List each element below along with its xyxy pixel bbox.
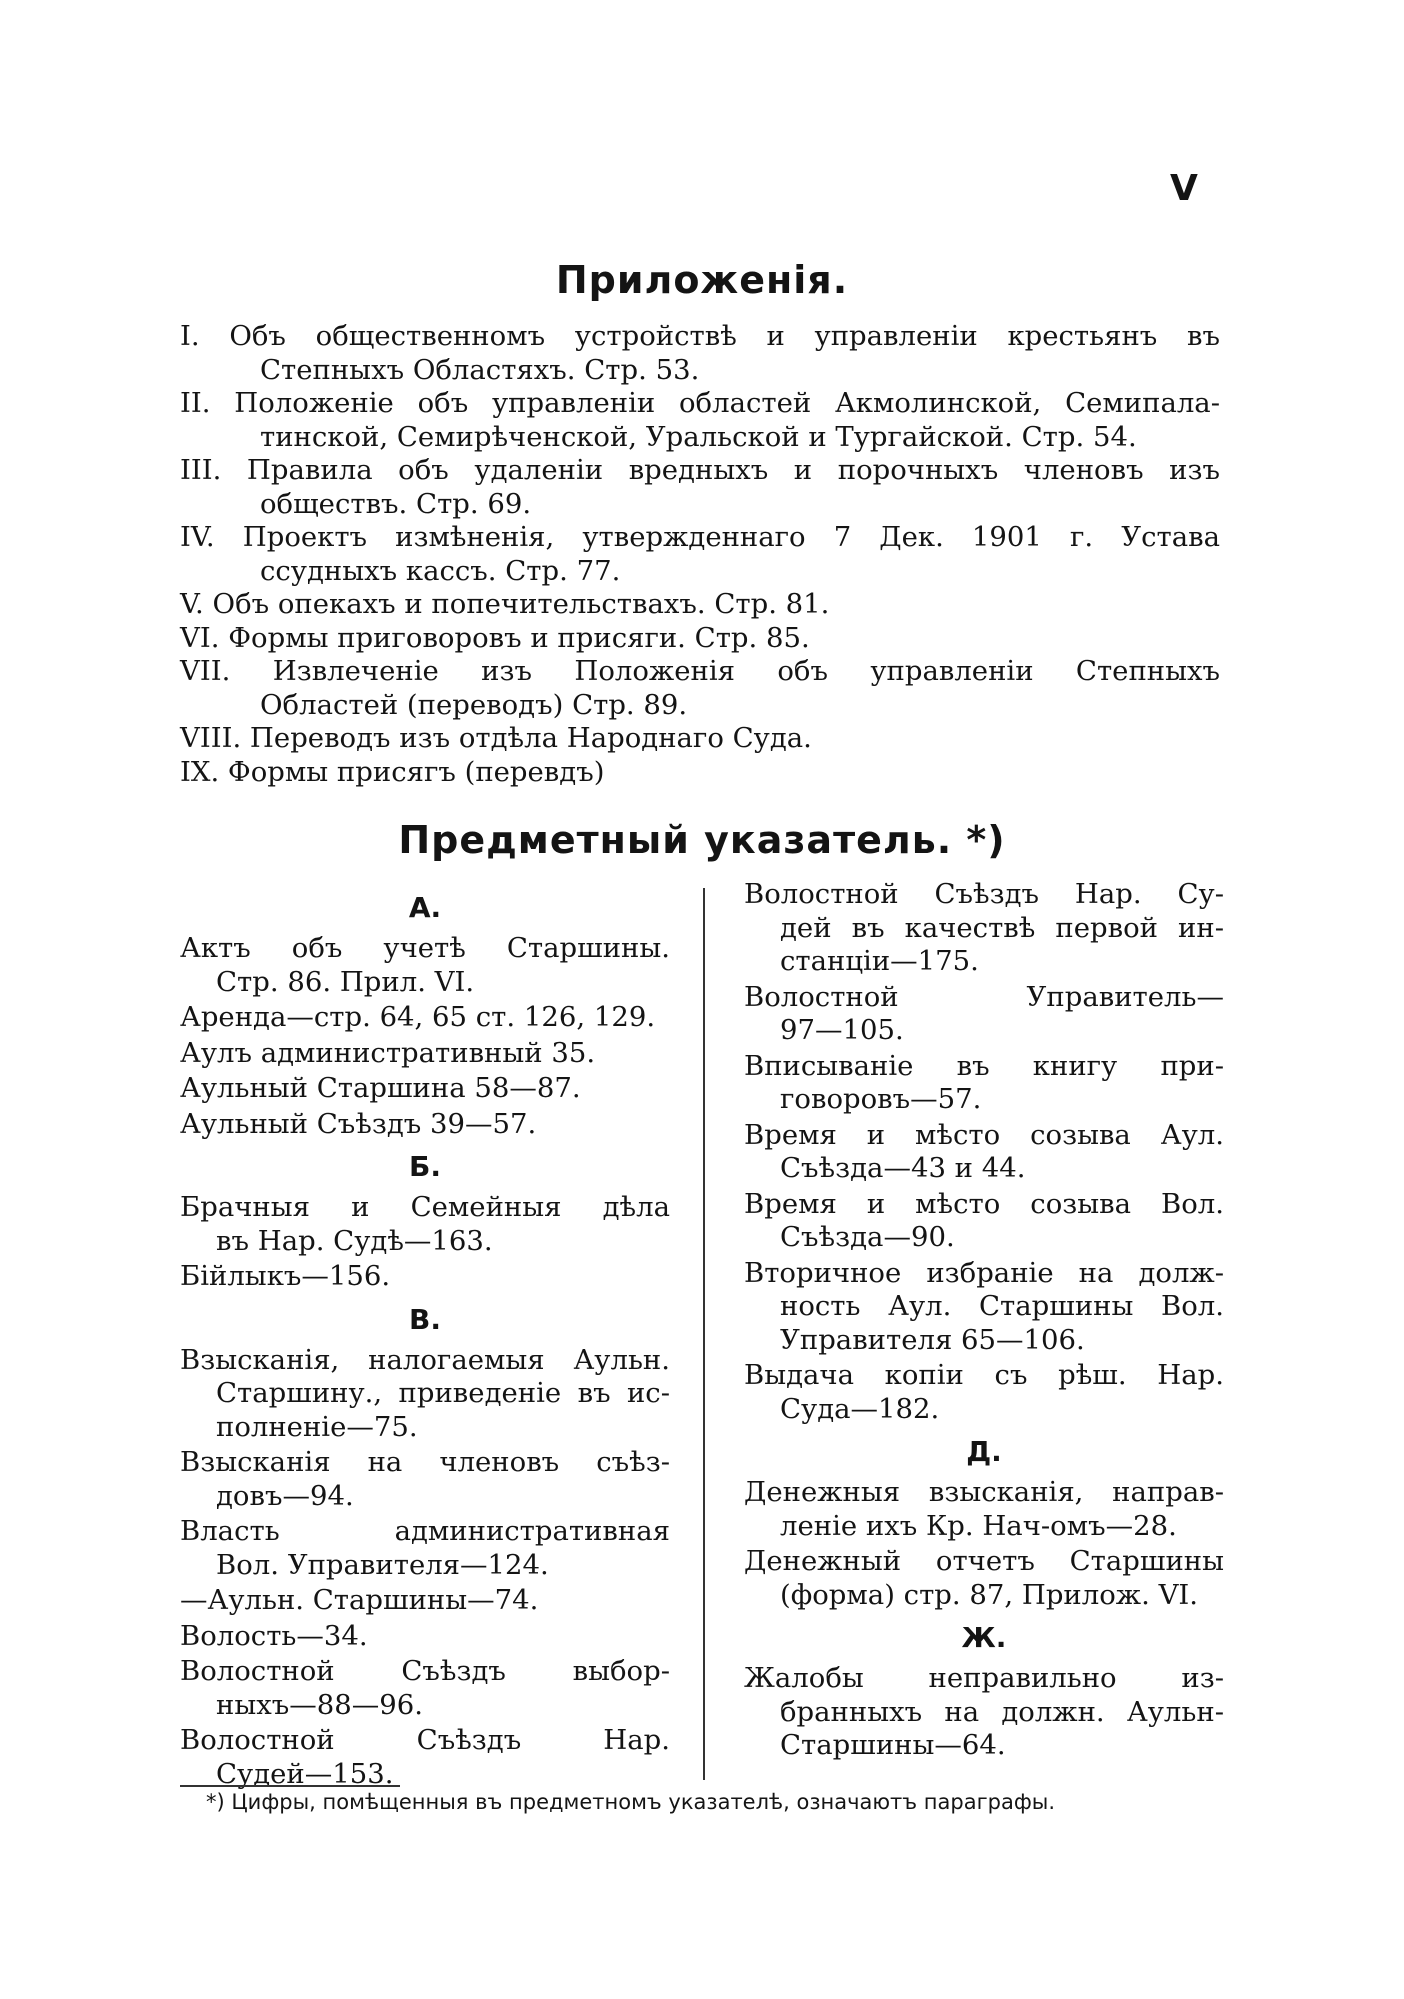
appendix-line: II. Положеніе объ управленіи областей Акмолинской, Семипала- [180, 387, 1220, 419]
subject-index-heading: Предметный указатель. *) [398, 818, 1006, 862]
page-number: V [1170, 168, 1198, 209]
index-entry-line: Взысканія на членовъ съѣз- [180, 1446, 670, 1478]
index-entry-line: ныхъ—88—96. [216, 1688, 423, 1721]
index-entry-line: 97—105. [780, 1014, 904, 1046]
index-entry-line: Взысканія, налогаемыя Аульн. [180, 1343, 670, 1376]
index-entry [180, 1655, 670, 1722]
appendix-line: IV. Проектъ измѣненія, утвержденнаго 7 Дек. 1901 г. Устава [180, 521, 1220, 553]
index-entry [744, 1050, 1224, 1117]
index-entry [180, 1108, 670, 1142]
appendix-line: VIII. Переводъ изъ отдѣла Народнаго Суда. [180, 722, 812, 754]
index-entry-line: Волостной Управитель— [744, 980, 1224, 1013]
appendix-item [180, 622, 1220, 656]
appendix-line: тинской, Семирѣченской, Уральской и Тургайской. Стр. 54. [260, 420, 1137, 453]
appendix-item [180, 655, 1220, 722]
appendix-line: III. Правила объ удаленіи вредныхъ и порочныхъ членовъ изъ [180, 454, 1220, 486]
appendix-line: Степныхъ Областяхъ. Стр. 53. [260, 353, 700, 386]
index-entry-line: въ Нар. Судѣ—163. [216, 1224, 493, 1257]
appendix-item [180, 521, 1220, 588]
index-entry-line: Время и мѣсто созыва Аул. [744, 1118, 1224, 1151]
index-entry [744, 1359, 1224, 1426]
index-entry-line: Управителя 65—106. [780, 1323, 1085, 1356]
index-entry [180, 1037, 670, 1071]
appendix-line: ссудныхъ кассъ. Стр. 77. [260, 554, 621, 587]
index-left-column [180, 882, 670, 1793]
appendix-line: обществъ. Стр. 69. [260, 487, 532, 520]
index-entry [180, 1001, 670, 1035]
index-letter: Ж. [961, 1621, 1007, 1654]
index-entry [744, 1257, 1224, 1358]
index-entry-line: Съѣзда—90. [780, 1221, 955, 1253]
appendices-list [180, 320, 1220, 789]
index-entry-line: Бійлыкъ—156. [180, 1260, 391, 1292]
index-entry-line: —Аульн. Старшины—74. [180, 1584, 539, 1616]
index-entry [180, 1515, 670, 1582]
index-entry-line: полненіе—75. [216, 1410, 418, 1443]
index-entry [744, 981, 1224, 1048]
index-entry [180, 1446, 670, 1513]
appendix-item [180, 756, 1220, 790]
index-entry-line: бранныхъ на должн. Аульн- [780, 1695, 1224, 1728]
index-entry-line: Стр. 86. Прил. VI. [216, 965, 475, 998]
index-entry-line: Съѣзда—43 и 44. [780, 1152, 1026, 1184]
index-entry-line: Брачныя и Семейныя дѣла [180, 1191, 670, 1223]
index-entry-line: Аульный Старшина 58—87. [180, 1072, 581, 1104]
index-entry-line: говоровъ—57. [780, 1083, 982, 1115]
index-entry-line: Старшину., приведеніе въ ис- [216, 1377, 670, 1409]
footnote-rule [180, 1785, 400, 1787]
appendix-line: I. Объ общественномъ устройствѣ и управленіи крестьянъ въ [180, 320, 1220, 352]
index-entry-line: станціи—175. [780, 945, 979, 977]
index-entry-line: Волостной Съѣздъ Нар. Су- [744, 878, 1224, 910]
index-entry [180, 1620, 670, 1654]
index-entry [180, 1260, 670, 1294]
appendix-item [180, 454, 1220, 521]
column-divider [703, 888, 705, 1780]
index-entry-line: Вол. Управителя—124. [216, 1548, 549, 1581]
index-entry [180, 1191, 670, 1258]
index-entry-line: Вторичное избраніе на долж- [744, 1256, 1224, 1289]
index-entry [180, 932, 670, 999]
index-entry [744, 1119, 1224, 1186]
index-entry [180, 1584, 670, 1618]
index-letter: А. [408, 891, 442, 924]
index-entry-line: Волостной Съѣздъ выбор- [180, 1655, 670, 1687]
index-entry-line: Аулъ административный 35. [180, 1036, 596, 1069]
index-letter: В. [409, 1302, 441, 1336]
index-entry-line: леніе ихъ Кр. Нач-омъ—28. [780, 1509, 1177, 1542]
appendix-line: V. Объ опекахъ и попечительствахъ. Стр. 81. [180, 588, 830, 620]
index-entry-line: Волостной Съѣздъ Нар. [180, 1724, 670, 1756]
index-entry-line: довъ—94. [216, 1479, 354, 1512]
index-entry [180, 1072, 670, 1106]
index-entry-line: Жалобы неправильно из- [744, 1662, 1224, 1694]
appendix-item [180, 722, 1220, 756]
appendix-item [180, 387, 1220, 454]
footnote: *) Цифры, помѣщенныя въ предметномъ указателѣ, означаютъ параграфы. [206, 1790, 1056, 1814]
index-letter: Д. [966, 1435, 1002, 1468]
index-entry-line: Аульный Съѣздъ 39—57. [180, 1107, 537, 1140]
index-entry-line: Вписываніе въ книгу при- [744, 1049, 1224, 1082]
index-entry-line: Суда—182. [780, 1392, 940, 1425]
index-entry-line: Денежныя взысканія, направ- [744, 1476, 1224, 1508]
index-entry [180, 1724, 670, 1791]
index-entry-line: дей въ качествѣ первой ин- [780, 911, 1224, 944]
index-entry [744, 1662, 1224, 1763]
index-entry-line: (форма) стр. 87, Прилож. VI. [780, 1578, 1199, 1611]
index-entry-line: Старшины—64. [780, 1729, 1006, 1761]
appendix-item [180, 588, 1220, 622]
index-entry [744, 1476, 1224, 1543]
appendix-line: Областей (переводъ) Стр. 89. [260, 688, 688, 721]
index-entry-line: Власть административная [180, 1515, 670, 1547]
index-entry-line: Выдача копіи съ рѣш. Нар. [744, 1359, 1224, 1391]
index-entry-line: Судей—153. [216, 1757, 394, 1790]
index-entry-line: Волость—34. [180, 1619, 368, 1652]
index-entry-line: Аренда—стр. 64, 65 ст. 126, 129. [180, 1001, 656, 1033]
index-entry-line: Время и мѣсто созыва Вол. [744, 1187, 1224, 1220]
index-letter: Б. [409, 1150, 441, 1183]
appendix-line: VII. Извлеченіе изъ Положенія объ управленіи Степныхъ [180, 655, 1220, 687]
index-entry [744, 1545, 1224, 1612]
index-entry [744, 1188, 1224, 1255]
index-entry-line: ность Аул. Старшины Вол. [780, 1290, 1224, 1322]
index-entry [744, 878, 1224, 979]
appendices-heading: Приложенія. [555, 258, 849, 302]
index-entry-line: Денежный отчетъ Старшины [744, 1545, 1224, 1577]
index-entry-line: Актъ объ учетѣ Старшины. [180, 932, 670, 964]
index-right-column [744, 878, 1224, 1765]
appendix-line: IX. Формы присягъ (перевдъ) [180, 755, 605, 788]
appendix-item [180, 320, 1220, 387]
appendix-line: VI. Формы приговоровъ и присяги. Стр. 85. [180, 621, 810, 654]
index-entry [180, 1344, 670, 1445]
